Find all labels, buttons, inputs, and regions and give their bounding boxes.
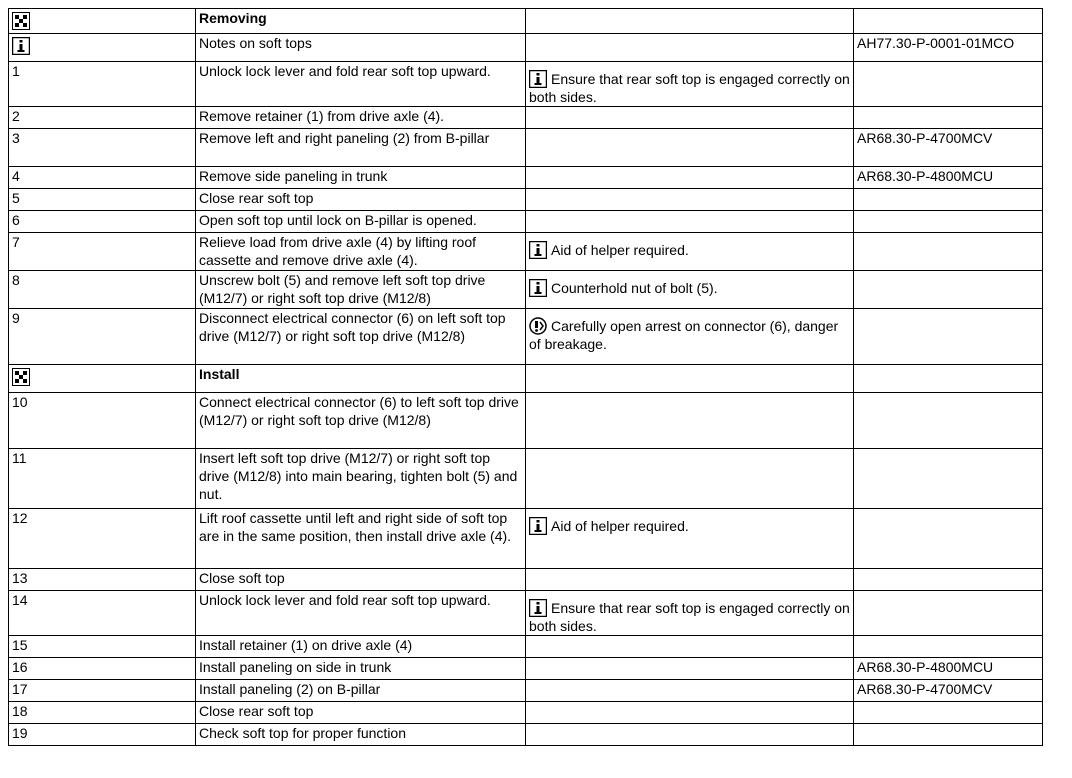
action-cell [196,636,526,658]
reference-cell [854,107,1043,129]
action-text: Install retainer (1) on drive axle (4) [199,637,413,653]
step-number: 8 [12,272,20,288]
reference-link[interactable]: AH77.30-P-0001-01MCO [857,35,1015,51]
note-cell [526,107,854,129]
note-cell [526,189,854,211]
action-cell [196,233,526,271]
step-cell [9,9,196,34]
note-cell [526,702,854,724]
reference-cell [854,509,1043,569]
reference-cell [854,680,1043,702]
step-row [9,449,1043,509]
step-row [9,680,1043,702]
reference-cell [854,62,1043,107]
step-cell [9,107,196,129]
action-cell [196,658,526,680]
action-cell [196,271,526,309]
action-cell [196,309,526,365]
action-text: Close rear soft top [199,190,314,206]
note-text: Aid of helper required. [551,242,689,258]
reference-cell [854,365,1043,393]
step-cell [9,393,196,449]
info-icon [529,599,547,617]
step-cell [9,658,196,680]
step-cell [9,509,196,569]
section-title: Install [199,366,240,382]
step-number: 14 [12,592,28,608]
note-cell [526,449,854,509]
action-text: Unscrew bolt (5) and remove left soft top drive (M12/7) or right soft top drive (M12/8) [199,272,486,306]
note-cell [526,211,854,233]
step-row [9,189,1043,211]
note-cell [526,636,854,658]
step-row [9,724,1043,746]
procedure-table-body [9,9,1043,746]
note-cell [526,569,854,591]
action-cell [196,9,526,34]
info-icon [529,70,547,88]
note-cell [526,680,854,702]
note-cell [526,167,854,189]
action-cell [196,393,526,449]
step-row [9,107,1043,129]
step-cell [9,309,196,365]
reference-cell [854,167,1043,189]
step-number: 16 [12,659,28,675]
action-cell [196,509,526,569]
action-text: Install paneling (2) on B-pillar [199,681,381,697]
step-cell [9,189,196,211]
step-row [9,591,1043,636]
note-cell [526,365,854,393]
reference-cell [854,129,1043,167]
step-cell [9,167,196,189]
step-number: 6 [12,212,20,228]
step-cell [9,129,196,167]
section-header-row [9,9,1043,34]
reference-link[interactable]: AR68.30-P-4700MCV [857,130,993,146]
step-number: 10 [12,394,28,410]
action-text: Remove side paneling in trunk [199,168,388,184]
action-text: Close rear soft top [199,703,314,719]
step-cell [9,636,196,658]
action-text: Check soft top for proper function [199,725,406,741]
step-row [9,167,1043,189]
action-text: Unlock lock lever and fold rear soft top upward. [199,592,491,608]
action-text: Connect electrical connector (6) to left soft top drive (M12/7) or right soft top drive (M12/8) [199,394,519,428]
reference-cell [854,393,1043,449]
action-cell [196,211,526,233]
note-text: Aid of helper required. [551,518,689,534]
step-number: 17 [12,681,28,697]
reference-cell [854,636,1043,658]
reference-cell [854,271,1043,309]
note-cell [526,658,854,680]
reference-cell [854,9,1043,34]
step-row [9,233,1043,271]
info-icon [529,241,547,259]
reference-cell [854,211,1043,233]
step-number: 13 [12,570,28,586]
note-cell [526,34,854,62]
action-cell [196,189,526,211]
step-cell [9,569,196,591]
action-cell [196,107,526,129]
step-number: 2 [12,108,20,124]
action-text: Close soft top [199,570,285,586]
action-cell [196,702,526,724]
action-cell [196,365,526,393]
install-icon [12,368,30,386]
info-icon [529,279,547,297]
note-cell [526,309,854,365]
note-text: Counterhold nut of bolt (5). [551,280,718,296]
step-number: 7 [12,234,20,250]
step-cell [9,702,196,724]
step-cell [9,591,196,636]
action-text: Insert left soft top drive (M12/7) or right soft top drive (M12/8) into main bearing, tighten bolt (5) and nut. [199,450,518,502]
step-row [9,569,1043,591]
reference-cell [854,724,1043,746]
action-cell [196,724,526,746]
step-cell [9,233,196,271]
section-header-row [9,365,1043,393]
action-text: Remove left and right paneling (2) from B-pillar [199,130,490,146]
step-row [9,271,1043,309]
reference-cell [854,591,1043,636]
removing-icon [12,12,30,30]
note-cell [526,271,854,309]
note-cell [526,9,854,34]
action-cell [196,449,526,509]
action-text: Install paneling on side in trunk [199,659,392,675]
procedure-table [8,8,1043,746]
reference-cell [854,449,1043,509]
note-text: Ensure that rear soft top is engaged correctly on both sides. [529,71,850,105]
reference-cell [854,569,1043,591]
step-row [9,34,1043,62]
action-text: Disconnect electrical connector (6) on left soft top drive (M12/7) or right soft top drive (M12/8) [199,310,506,344]
action-text: Remove retainer (1) from drive axle (4). [199,108,445,124]
step-number: 11 [12,450,27,466]
note-cell [526,393,854,449]
step-number: 18 [12,703,28,719]
step-row [9,702,1043,724]
step-cell [9,62,196,107]
note-text: Ensure that rear soft top is engaged correctly on both sides. [529,600,850,634]
reference-link[interactable]: AR68.30-P-4700MCV [857,681,993,697]
note-cell [526,62,854,107]
step-number: 1 [12,63,20,79]
action-cell [196,591,526,636]
step-row [9,509,1043,569]
action-text: Open soft top until lock on B-pillar is opened. [199,212,477,228]
step-cell [9,449,196,509]
action-text: Relieve load from drive axle (4) by lifting roof cassette and remove drive axle (4). [199,234,477,268]
step-number: 4 [12,168,20,184]
reference-link[interactable]: AR68.30-P-4800MCU [857,168,994,184]
section-title: Removing [199,10,267,26]
step-cell [9,680,196,702]
reference-link[interactable]: AR68.30-P-4800MCU [857,659,994,675]
step-row [9,393,1043,449]
note-cell [526,129,854,167]
step-number: 19 [12,725,28,741]
info-icon [12,37,30,55]
action-text: Unlock lock lever and fold rear soft top upward. [199,63,491,79]
action-cell [196,62,526,107]
action-text: Notes on soft tops [199,35,312,51]
action-text: Lift roof cassette until left and right side of soft top are in the same position, then install drive axle (4). [199,510,512,544]
step-cell [9,365,196,393]
note-text: Carefully open arrest on connector (6), danger of breakage. [529,318,839,352]
step-row [9,129,1043,167]
action-cell [196,680,526,702]
step-cell [9,34,196,62]
step-number: 5 [12,190,20,206]
reference-cell [854,309,1043,365]
step-number: 12 [12,510,28,526]
caution-icon [529,317,547,335]
note-cell [526,591,854,636]
step-row [9,211,1043,233]
action-cell [196,569,526,591]
note-cell [526,233,854,271]
note-cell [526,509,854,569]
step-row [9,62,1043,107]
step-row [9,636,1043,658]
note-cell [526,724,854,746]
reference-cell [854,658,1043,680]
reference-cell [854,702,1043,724]
reference-cell [854,34,1043,62]
step-number: 15 [12,637,28,653]
action-cell [196,167,526,189]
reference-cell [854,189,1043,211]
step-row [9,309,1043,365]
action-cell [196,129,526,167]
action-cell [196,34,526,62]
step-number: 9 [12,310,20,326]
reference-cell [854,233,1043,271]
step-number: 3 [12,130,20,146]
step-cell [9,211,196,233]
step-cell [9,724,196,746]
info-icon [529,517,547,535]
step-cell [9,271,196,309]
step-row [9,658,1043,680]
